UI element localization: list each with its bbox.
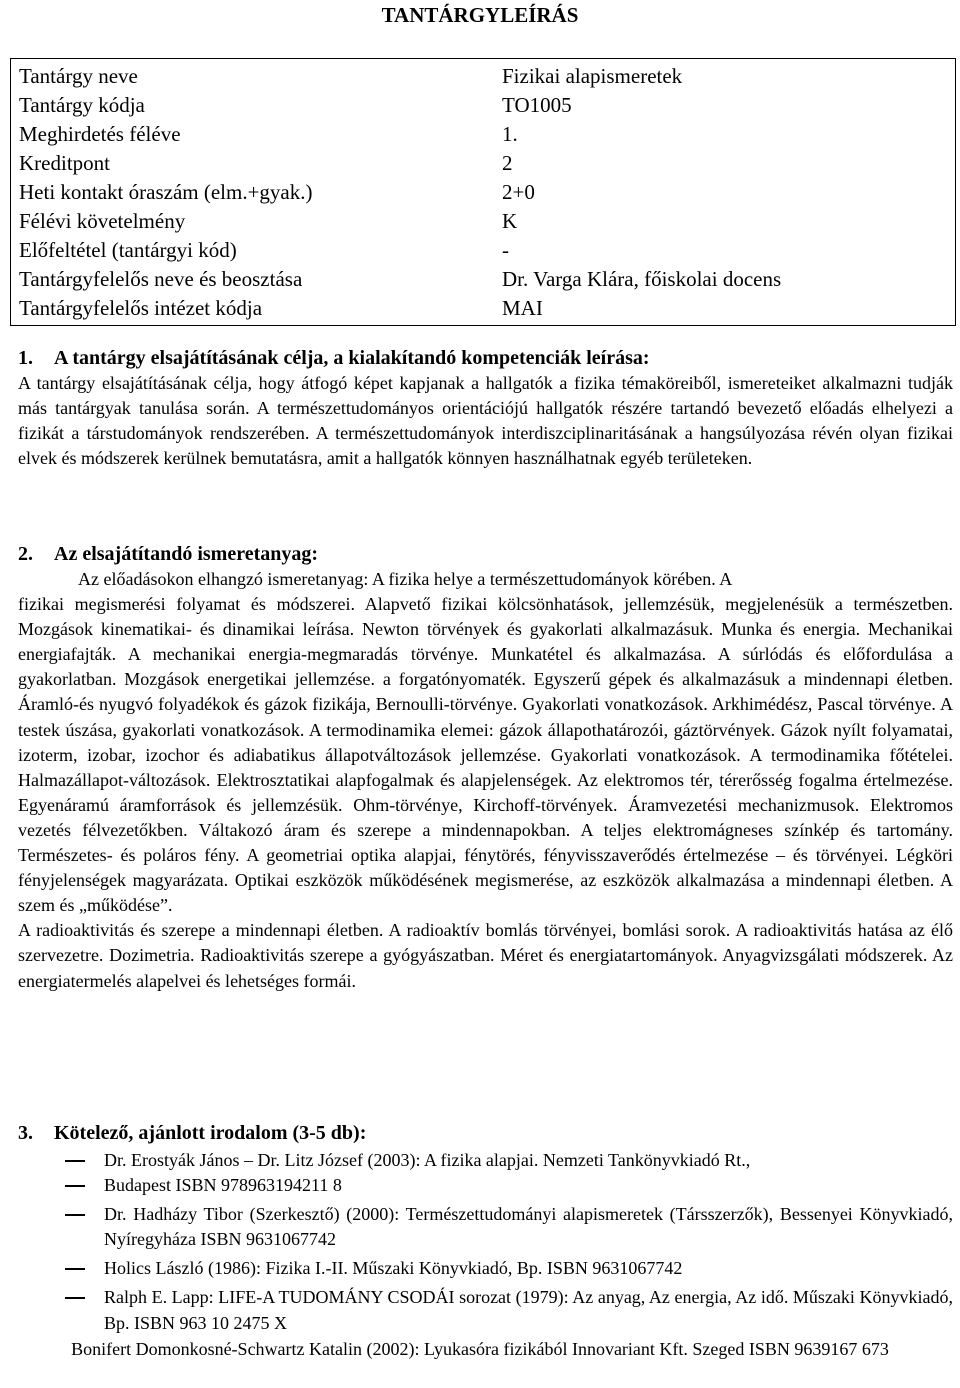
- dash-bullet-icon: [65, 1214, 85, 1216]
- info-row-course-name: [19, 62, 949, 91]
- literature-list: [18, 1148, 953, 1336]
- section-curriculum: [18, 541, 953, 994]
- list-item: Holics László (1986): Fizika I.-II. Műszaki Könyvkiadó, Bp. ISBN 9631067742: [18, 1256, 953, 1281]
- section-literature: [18, 1120, 953, 1146]
- info-label: Tantárgy neve: [19, 64, 138, 88]
- info-value: 2: [502, 151, 513, 175]
- info-label: Kreditpont: [19, 151, 110, 175]
- dash-bullet-icon: [65, 1160, 85, 1162]
- info-value: -: [502, 238, 509, 262]
- info-label: Tantárgy kódja: [19, 93, 145, 117]
- info-value: 1.: [502, 122, 518, 146]
- dash-bullet-icon: [65, 1297, 85, 1299]
- info-value: MAI: [502, 296, 543, 320]
- list-item: Dr. Hadházy Tibor (Szerkesztő) (2000): Természettudományi alapismeretek (Társszerzők), Bessenyei Könyvkiadó, Nyíregyháza ISBN 9631067742: [18, 1202, 953, 1252]
- info-row-contact-hours: [19, 178, 949, 207]
- section-title: Az elsajátítandó ismeretanyag:: [54, 543, 319, 565]
- section-body: A tantárgy elsajátításának célja, hogy átfogó képet kapjanak a hallgatók a fizika témaköreiből, ismereteiket alkalmazni tudják más tantárgyak tanulása során. A természettudományos orientációjú hallgatók részére tartandó bevezető előadás elhelyezi a fizikát a társtudományok rendszerében. A természettudományok interdiszciplinaritásának a hangsúlyozása révén olyan fizikai elvek és módszerek kerülnek bemutatásra, amit a hallgatók könnyen használhatnak egyéb területeken.: [18, 373, 953, 469]
- section-title: Kötelező, ajánlott irodalom (3-5 db):: [54, 1122, 367, 1144]
- info-label: Tantárgyfelelős neve és beosztása: [19, 267, 303, 291]
- info-value: Fizikai alapismeretek: [502, 64, 683, 88]
- section-body-2: A radioaktivitás és szerepe a mindennapi életben. A radioaktív bomlás törvényei, bomlási sorok. A radioaktivitás hatása az élő szervezetre. Dozimetria. Radioaktivitás szerepe a gyógyászatban. Méret és energiatartományok. Anyagvizsgálati módszerek. Az energiatermelés alapelvei és lehetséges formái.: [18, 920, 953, 991]
- page-title: TANTÁRGYLEÍRÁS: [381, 3, 579, 27]
- list-item: Dr. Erostyák János – Dr. Litz József (2003): A fizika alapjai. Nemzeti Tankönyvkiadó Rt.,: [18, 1148, 953, 1173]
- section-body: fizikai megismerési folyamat és módszerei. Alapvető fizikai kölcsönhatások, jellemzésük, megjelenésük a természetben. Mozgások kinematikai- és dinamikai leírása. Newton törvények és gyakorlati alkalmazásuk. Munka és energia. Mechanikai energiafajták. A mechanikai energia-megmaradás törvénye. Munkatétel és alkalmazása. A súrlódás és előfordulása a gyakorlatban. Mozgások energetikai jellemzése. a forgatónyomaték. Egyszerű gépek és alkalmazásuk a mindennapi életben. Áramló-és nyugvó folyadékok és gázok fizikája, Bernoulli-törvénye. Gyakorlati vonatkozások. Arkhimédész, Pascal törvénye. A testek úszása, gyakorlati vonatkozások. A termodinamika elemei: gázok állapothatározói, gáztörvények. Gázok nyílt folyamatai, izoterm, izobar, izochor és adiabatikus állapotváltozások jellemzése. Gyakorlati vonatkozások. A termodinamika főtételei. Halmazállapot-változások. Elektrosztatikai alapfogalmak és alapjelenségek. Az elektromos tér, térerősség fogalma értelmezése. Egyenáramú áramforrások és jellemzésük. Ohm-törvénye, Kirchoff-törvények. Áramvezetési mechanizmusok. Elektromos vezetés félvezetőkben. Váltakozó áram és szerepe a mindennapokban. A teljes elektromágneses színkép és tartomány. Természetes- és poláros fény. A geometriai optika alapjai, fénytörés, fényvisszaverődés értelmezése – és törvényei. Légköri fényjelenségek magyarázata. Optikai eszközök működésének megismerése, az eszközök alkalmazása a mindennapi életben. A szem és „működése”.: [18, 594, 953, 916]
- list-item: Budapest ISBN 978963194211 8: [18, 1173, 953, 1198]
- dash-bullet-icon: [65, 1268, 85, 1270]
- literature-footer-entry: Bonifert Domonkosné-Schwartz Katalin (2002): Lyukasóra fizikából Innovariant Kft. Szeged ISBN 9639167 673: [71, 1339, 889, 1359]
- section-number: 3.: [18, 1122, 33, 1144]
- info-label: Meghirdetés féléve: [19, 122, 181, 146]
- section-objectives: [18, 345, 953, 471]
- course-info-table: [10, 58, 956, 326]
- section-title: A tantárgy elsajátításának célja, a kialakítandó kompetenciák leírása:: [54, 347, 650, 369]
- section-number: 1.: [18, 347, 33, 369]
- dash-bullet-icon: [65, 1185, 85, 1187]
- info-row-institute-code: [19, 294, 949, 323]
- info-row-semester: [19, 120, 949, 149]
- section-heading: [18, 1120, 953, 1146]
- info-label: Előfeltétel (tantárgyi kód): [19, 238, 237, 262]
- section-first-line: Az előadásokon elhangzó ismeretanyag: A fizika helye a természettudományok körében. A: [78, 569, 733, 589]
- info-value: TO1005: [502, 93, 572, 117]
- section-heading: [18, 541, 953, 567]
- info-row-responsible: [19, 265, 949, 294]
- list-item: Ralph E. Lapp: LIFE-A TUDOMÁNY CSODÁI sorozat (1979): Az anyag, Az energia, Az idő. Műszaki Könyvkiadó, Bp. ISBN 963 10 2475 X: [18, 1285, 953, 1335]
- info-value: K: [502, 209, 518, 233]
- info-value: 2+0: [502, 180, 535, 204]
- info-row-course-code: [19, 91, 949, 120]
- info-label: Heti kontakt óraszám (elm.+gyak.): [19, 180, 313, 204]
- section-number: 2.: [18, 543, 33, 565]
- info-row-prerequisite: [19, 236, 949, 265]
- info-value: Dr. Varga Klára, főiskolai docens: [502, 267, 782, 291]
- info-row-credits: [19, 149, 949, 178]
- info-label: Félévi követelmény: [19, 209, 186, 233]
- section-heading: [18, 345, 953, 371]
- info-row-requirement: [19, 207, 949, 236]
- info-label: Tantárgyfelelős intézet kódja: [19, 296, 263, 320]
